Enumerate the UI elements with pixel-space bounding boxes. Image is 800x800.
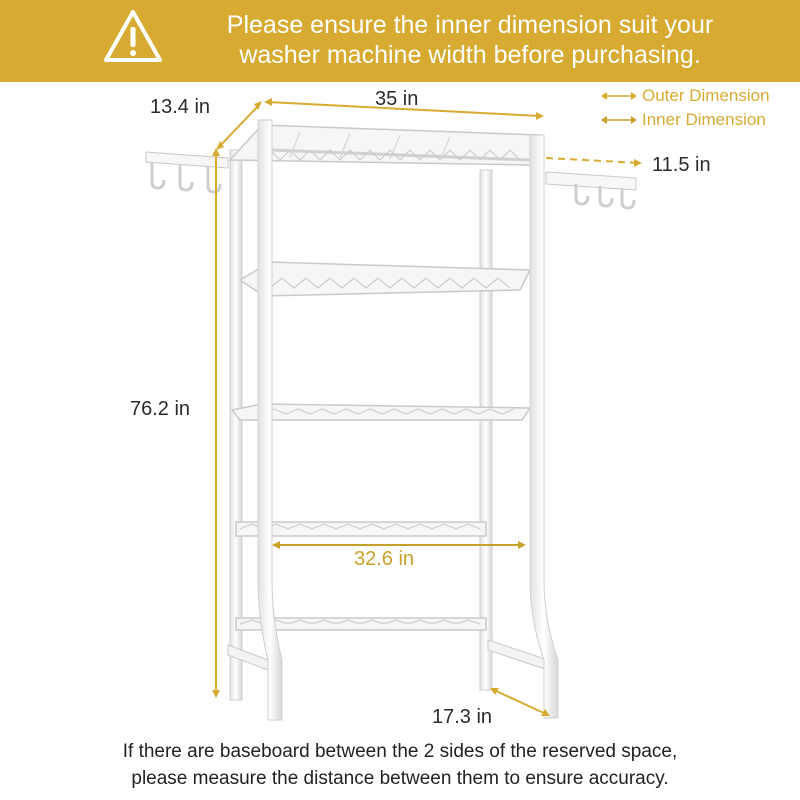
depth-label: 13.4 in — [150, 96, 211, 118]
inner-width-label: 32.6 in — [354, 548, 415, 570]
shelf-top — [230, 125, 540, 165]
footer-line-2: please measure the distance between them to ensure accuracy. — [131, 768, 669, 789]
legend-inner-label: Inner Dimension — [642, 110, 766, 129]
banner-line-1: Please ensure the inner dimension suit your — [226, 11, 714, 39]
top-width-label: 35 in — [375, 88, 419, 110]
base-depth-label: 17.3 in — [432, 706, 493, 728]
hook-reach-label: 11.5 in — [652, 154, 711, 176]
shelf-fourth — [236, 522, 486, 536]
footer-note — [0, 738, 800, 792]
height-label: 76.2 in — [130, 398, 191, 420]
banner-line-2: washer machine width before purchasing. — [239, 41, 701, 69]
legend-outer-label: Outer Dimension — [642, 86, 770, 105]
right-hook-rail — [546, 172, 636, 208]
footer-line-1: If there are baseboard between the 2 sides of the reserved space, — [122, 741, 678, 762]
